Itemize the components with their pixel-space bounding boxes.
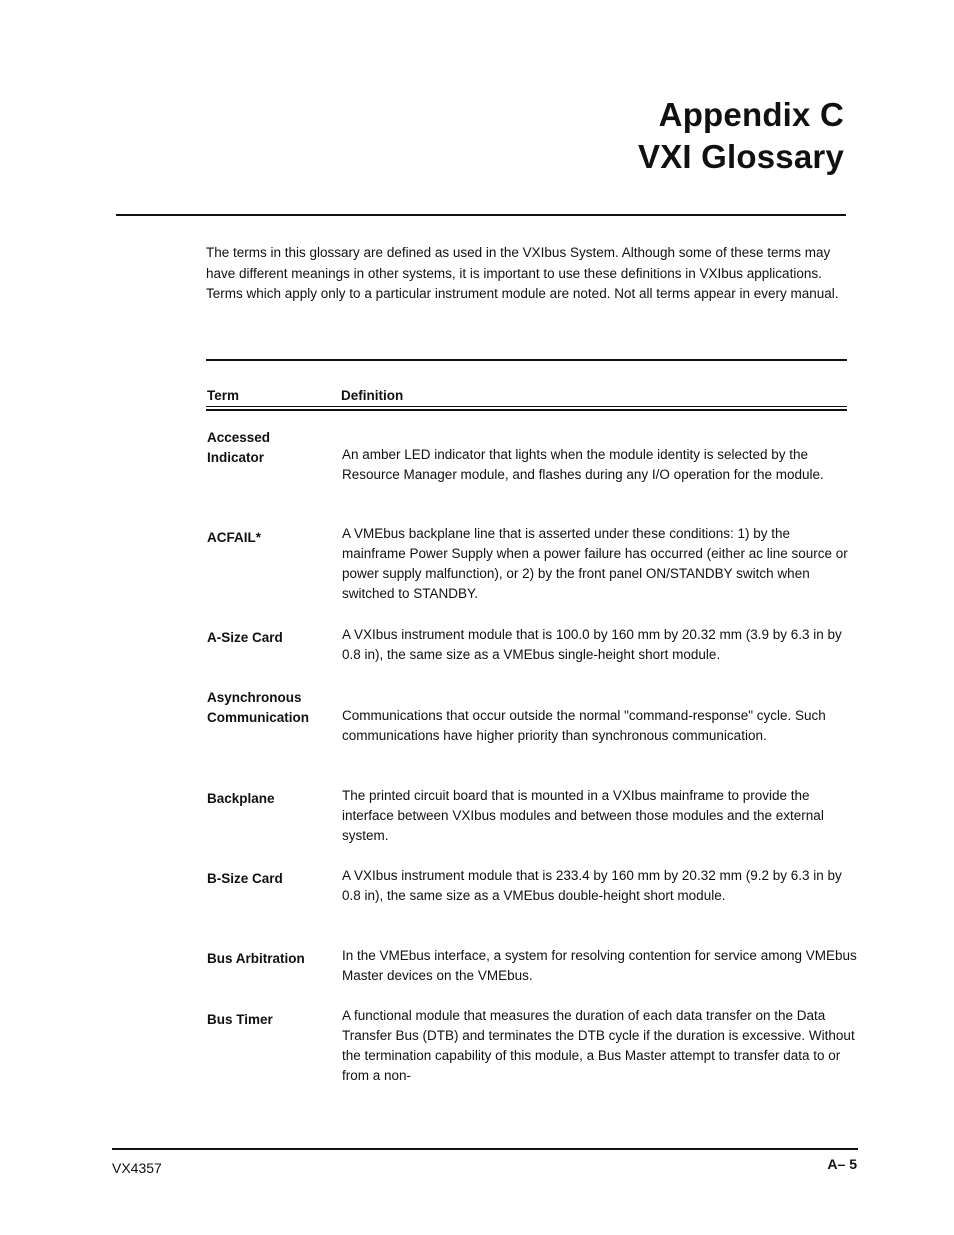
glossary-definition: A VXIbus instrument module that is 100.0 by 160 mm by 20.32 mm (3.9 by 6.3 in by 0.8 in), the same size as a VMEbus single-height short module. <box>342 627 842 662</box>
glossary-definition: A functional module that measures the duration of each data transfer on the Data Transfer Bus (DTB) and terminates the DTB cycle if the duration is excessive. Without the termination capability of this module, a Bus Master attempt to transfer data to or from a non- <box>342 1008 855 1083</box>
glossary-definition: Communications that occur outside the normal "command-response" cycle. Such communications have higher priority than synchronous communication. <box>342 708 826 743</box>
glossary-definition: A VXIbus instrument module that is 233.4 by 160 mm by 20.32 mm (9.2 by 6.3 in by 0.8 in), the same size as a VMEbus double-height short module. <box>342 868 842 903</box>
glossary-term: A-Size Card <box>207 630 283 645</box>
glossary-definition: The printed circuit board that is mounted in a VXIbus mainframe to provide the interface between VXIbus modules and between those modules and the external system. <box>342 788 824 843</box>
glossary-term: Bus Arbitration <box>207 951 305 966</box>
footer-rule <box>112 1148 858 1150</box>
definition-column-header: Definition <box>341 388 404 403</box>
appendix-title-line1: Appendix C <box>658 96 844 133</box>
glossary-term: Backplane <box>207 791 275 806</box>
glossary-term: ACFAIL* <box>207 530 261 545</box>
glossary-term: Asynchronous Communication <box>207 690 310 725</box>
document-number: VX4357 <box>112 1160 162 1176</box>
page-number: A– 5 <box>827 1156 857 1172</box>
term-column-header: Term <box>207 388 240 403</box>
glossary-definition: In the VMEbus interface, a system for resolving contention for service among VMEbus Master devices on the VMEbus. <box>342 948 857 983</box>
glossary-definition: A VMEbus backplane line that is asserted under these conditions: 1) by the mainframe Power Supply when a power failure has occurred (either ac line source or power supply malfunction), or 2) by the front panel ON/STANDBY switch when switched to STANDBY. <box>342 526 848 601</box>
glossary-term: Bus Timer <box>207 1012 273 1027</box>
appendix-title-line2: VXI Glossary <box>637 138 844 175</box>
glossary-term: B-Size Card <box>207 871 283 886</box>
glossary-definition: An amber LED indicator that lights when the module identity is selected by the Resource Manager module, and flashes during any I/O operation for the module. <box>342 447 824 482</box>
glossary-term: Accessed Indicator <box>207 430 271 465</box>
intro-paragraph: The terms in this glossary are defined as used in the VXIbus System. Although some of these terms may have different meanings in other systems, it is important to use these definitions in VXIbus applications. Terms which apply only to a particular instrument module are noted. Not all terms appear in every manual. <box>206 245 839 301</box>
